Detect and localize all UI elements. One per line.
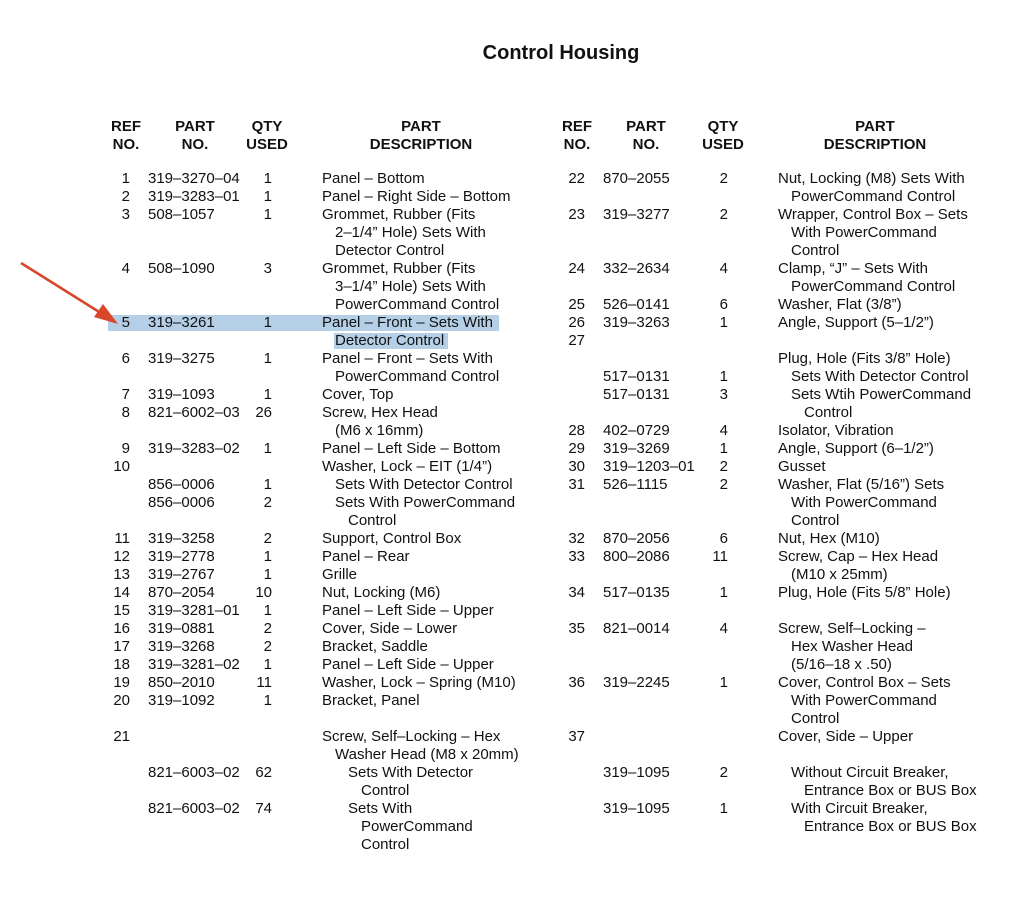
ref-number: 15 [113,602,130,619]
header-qty-used: QTY USED [246,118,288,153]
qty-used: 1 [719,674,728,691]
part-number: 870–2055 [603,170,670,187]
ref-number: 28 [568,422,585,439]
part-number: 856–0006 [148,494,215,511]
ref-number: 3 [121,206,130,223]
part-number: 517–0131 [603,368,670,385]
qty-used: 10 [255,584,272,601]
ref-number: 5 [121,314,130,331]
ref-number: 9 [121,440,130,457]
qty-used: 1 [263,548,272,565]
part-number: 508–1057 [148,206,215,223]
ref-number: 29 [568,440,585,457]
ref-number: 16 [113,620,130,637]
part-number: 319–3283–01 [148,188,240,205]
part-number: 319–2778 [148,548,215,565]
part-number: 319–1092 [148,692,215,709]
ref-number: 22 [568,170,585,187]
part-number: 319–3263 [603,314,670,331]
qty-used: 1 [263,656,272,673]
qty-used: 3 [719,386,728,403]
part-number: 319–3258 [148,530,215,547]
part-description-line: Sets With Detector Control [335,476,513,493]
part-description-line: 2–1/4” Hole) Sets With [335,224,486,241]
qty-used: 4 [719,422,728,439]
qty-used: 6 [719,530,728,547]
ref-number: 31 [568,476,585,493]
part-description-line: Screw, Hex Head [322,404,438,421]
qty-used: 2 [719,476,728,493]
part-number: 319–1095 [603,764,670,781]
part-description-line: Panel – Right Side – Bottom [322,188,511,205]
header-part-no: PART NO. [175,118,215,153]
part-description-line: Nut, Locking (M8) Sets With [778,170,965,187]
qty-used: 4 [719,620,728,637]
ref-number: 6 [121,350,130,367]
part-description-line: PowerCommand Control [335,368,500,385]
ref-number: 12 [113,548,130,565]
part-number: 870–2054 [148,584,215,601]
qty-used: 1 [263,440,272,457]
part-description-line: With PowerCommand [791,692,937,709]
ref-number: 8 [121,404,130,421]
ref-number: 26 [568,314,585,331]
ref-number: 18 [113,656,130,673]
part-description-line: With PowerCommand [791,494,937,511]
part-number: 821–6003–02 [148,764,240,781]
part-description-line: Panel – Bottom [322,170,425,187]
arrow-head [94,304,118,324]
part-description-line: Sets Wtih PowerCommand [791,386,972,403]
qty-used: 1 [263,476,272,493]
part-number: 850–2010 [148,674,215,691]
part-description-line: Control [348,512,397,529]
qty-used: 11 [712,548,728,565]
part-description-line: Detector Control [335,242,445,259]
qty-used: 2 [263,638,272,655]
part-number: 319–3275 [148,350,215,367]
part-description-line: Washer Head (M8 x 20mm) [335,746,519,763]
part-number: 821–6002–03 [148,404,240,421]
ref-number: 10 [113,458,130,475]
part-number: 319–3261 [148,314,215,331]
ref-number: 11 [114,530,130,547]
part-description-line: Control [361,836,410,853]
part-description-line: Panel – Front – Sets With [322,314,493,331]
ref-number: 19 [113,674,130,691]
part-number: 319–3281–02 [148,656,240,673]
part-number: 319–0881 [148,620,215,637]
part-description-line: Sets With PowerCommand [335,494,516,511]
part-number: 319–3268 [148,638,215,655]
part-description-line: Panel – Left Side – Bottom [322,440,501,457]
ref-number: 1 [121,170,130,187]
part-description-line: With Circuit Breaker, [791,800,928,817]
part-description-line: PowerCommand Control [791,188,956,205]
part-description-line: Washer, Flat (3/8”) [778,296,902,313]
header-ref-no-right: REF NO. [562,118,592,153]
qty-used: 62 [255,764,272,781]
qty-used: 11 [256,674,272,691]
part-number: 870–2056 [603,530,670,547]
qty-used: 1 [263,692,272,709]
ref-number: 2 [121,188,130,205]
part-description-line: Sets With [348,800,413,817]
part-number: 821–0014 [603,620,670,637]
qty-used: 2 [719,458,728,475]
header-ref-no: REF NO. [111,118,141,153]
part-description-line: Plug, Hole (Fits 3/8” Hole) [778,350,951,367]
qty-used: 1 [719,800,728,817]
part-number: 319–2245 [603,674,670,691]
ref-number: 36 [568,674,585,691]
qty-used: 1 [719,440,728,457]
part-description-line: Cover, Control Box – Sets [778,674,951,691]
part-description-line: Without Circuit Breaker, [791,764,949,781]
qty-used: 2 [719,206,728,223]
part-description-line: Cover, Side – Lower [322,620,458,637]
part-description-line: Control [791,242,840,259]
qty-used: 2 [263,620,272,637]
part-description-line: Sets With Detector Control [791,368,969,385]
part-description-line: Plug, Hole (Fits 5/8” Hole) [778,584,951,601]
part-description-line: (5/16–18 x .50) [791,656,892,673]
part-description-line: Grommet, Rubber (Fits [322,206,476,223]
qty-used: 1 [719,314,728,331]
part-number: 517–0135 [603,584,670,601]
ref-number: 27 [568,332,585,349]
ref-number: 4 [121,260,130,277]
part-number: 319–1095 [603,800,670,817]
qty-used: 1 [263,314,272,331]
qty-used: 2 [719,764,728,781]
part-number: 856–0006 [148,476,215,493]
qty-used: 74 [255,800,272,817]
part-number: 319–1203–01 [603,458,695,475]
qty-used: 6 [719,296,728,313]
header-part-no-right: PART NO. [626,118,666,153]
ref-number: 24 [568,260,585,277]
ref-number: 7 [121,386,130,403]
ref-number: 30 [568,458,585,475]
part-description-line: Grommet, Rubber (Fits [322,260,476,277]
part-description-line: Panel – Front – Sets With [322,350,493,367]
ref-number: 37 [568,728,585,745]
part-number: 821–6003–02 [148,800,240,817]
part-number: 526–1115 [603,476,668,493]
part-number: 319–3270–04 [148,170,240,187]
part-number: 508–1090 [148,260,215,277]
part-number: 319–3281–01 [148,602,240,619]
qty-used: 1 [263,566,272,583]
ref-number: 32 [568,530,585,547]
part-number: 319–2767 [148,566,215,583]
part-description-line: Entrance Box or BUS Box [804,782,977,799]
part-number: 319–3277 [603,206,670,223]
part-description-line: Grille [322,566,358,583]
part-description-line: PowerCommand Control [791,278,956,295]
part-number: 402–0729 [603,422,670,439]
qty-used: 1 [263,350,272,367]
part-description-line: Panel – Rear [322,548,410,565]
qty-used: 1 [263,386,272,403]
part-description-line: Isolator, Vibration [778,422,894,439]
part-description-line: Hex Washer Head [791,638,913,655]
ref-number: 21 [113,728,130,745]
ref-number: 34 [568,584,585,601]
part-description-line: Detector Control [335,332,445,349]
part-description-line: Washer, Lock – EIT (1/4”) [322,458,493,475]
ref-number: 23 [568,206,585,223]
ref-number: 20 [113,692,130,709]
ref-number: 25 [568,296,585,313]
ref-number: 33 [568,548,585,565]
part-description-line: Washer, Flat (5/16”) Sets [778,476,945,493]
part-description-line: PowerCommand [361,818,473,835]
part-number: 332–2634 [603,260,670,277]
qty-used: 2 [719,170,728,187]
part-description-line: PowerCommand Control [335,296,500,313]
part-description-line: Screw, Cap – Hex Head [778,548,939,565]
qty-used: 1 [719,368,728,385]
part-description-line: Screw, Self–Locking – [778,620,926,637]
part-description-line: Washer, Lock – Spring (M10) [322,674,516,691]
part-description-line: Control [804,404,853,421]
qty-used: 1 [263,206,272,223]
part-description-line: Control [791,512,840,529]
part-description-line: Angle, Support (5–1/2”) [778,314,934,331]
part-description-line: Bracket, Panel [322,692,420,709]
ref-number: 13 [113,566,130,583]
part-description-line: (M10 x 25mm) [791,566,888,583]
part-description-line: Panel – Left Side – Upper [322,656,494,673]
part-number: 319–1093 [148,386,215,403]
qty-used: 4 [719,260,728,277]
ref-number: 17 [113,638,130,655]
part-description-line: Support, Control Box [322,530,462,547]
part-description-line: Angle, Support (6–1/2”) [778,440,934,457]
part-description-line: Cover, Top [322,386,394,403]
page-title: Control Housing [482,42,640,64]
ref-number: 35 [568,620,585,637]
qty-used: 2 [263,494,272,511]
part-description-line: Panel – Left Side – Upper [322,602,494,619]
part-description-line: Nut, Hex (M10) [778,530,880,547]
ref-number: 14 [113,584,130,601]
part-description-line: Control [791,710,840,727]
part-description-line: Wrapper, Control Box – Sets [778,206,968,223]
part-number: 319–3269 [603,440,670,457]
part-number: 517–0131 [603,386,670,403]
qty-used: 1 [263,170,272,187]
part-description-line: 3–1/4” Hole) Sets With [335,278,486,295]
part-description-line: Screw, Self–Locking – Hex [322,728,501,745]
part-description-line: Bracket, Saddle [322,638,428,655]
part-description-line: Sets With Detector [348,764,474,781]
qty-used: 1 [263,602,272,619]
part-description-line: (M6 x 16mm) [335,422,424,439]
qty-used: 1 [719,584,728,601]
header-qty-used-right: QTY USED [702,118,744,153]
part-description-line: Clamp, “J” – Sets With [778,260,929,277]
part-description-line: Entrance Box or BUS Box [804,818,977,835]
part-number: 319–3283–02 [148,440,240,457]
part-description-line: Cover, Side – Upper [778,728,914,745]
qty-used: 26 [255,404,272,421]
part-description-line: With PowerCommand [791,224,937,241]
part-description-line: Control [361,782,410,799]
header-part-description: PART DESCRIPTION [369,118,473,153]
header-part-description-right: PART DESCRIPTION [823,118,927,153]
pointer-arrow-icon [18,255,128,330]
arrow-shaft [21,263,104,315]
part-description-line: Nut, Locking (M6) [322,584,441,601]
part-number: 526–0141 [603,296,670,313]
qty-used: 1 [263,188,272,205]
part-description-line: Gusset [778,458,826,475]
part-number: 800–2086 [603,548,670,565]
qty-used: 2 [263,530,272,547]
qty-used: 3 [263,260,272,277]
